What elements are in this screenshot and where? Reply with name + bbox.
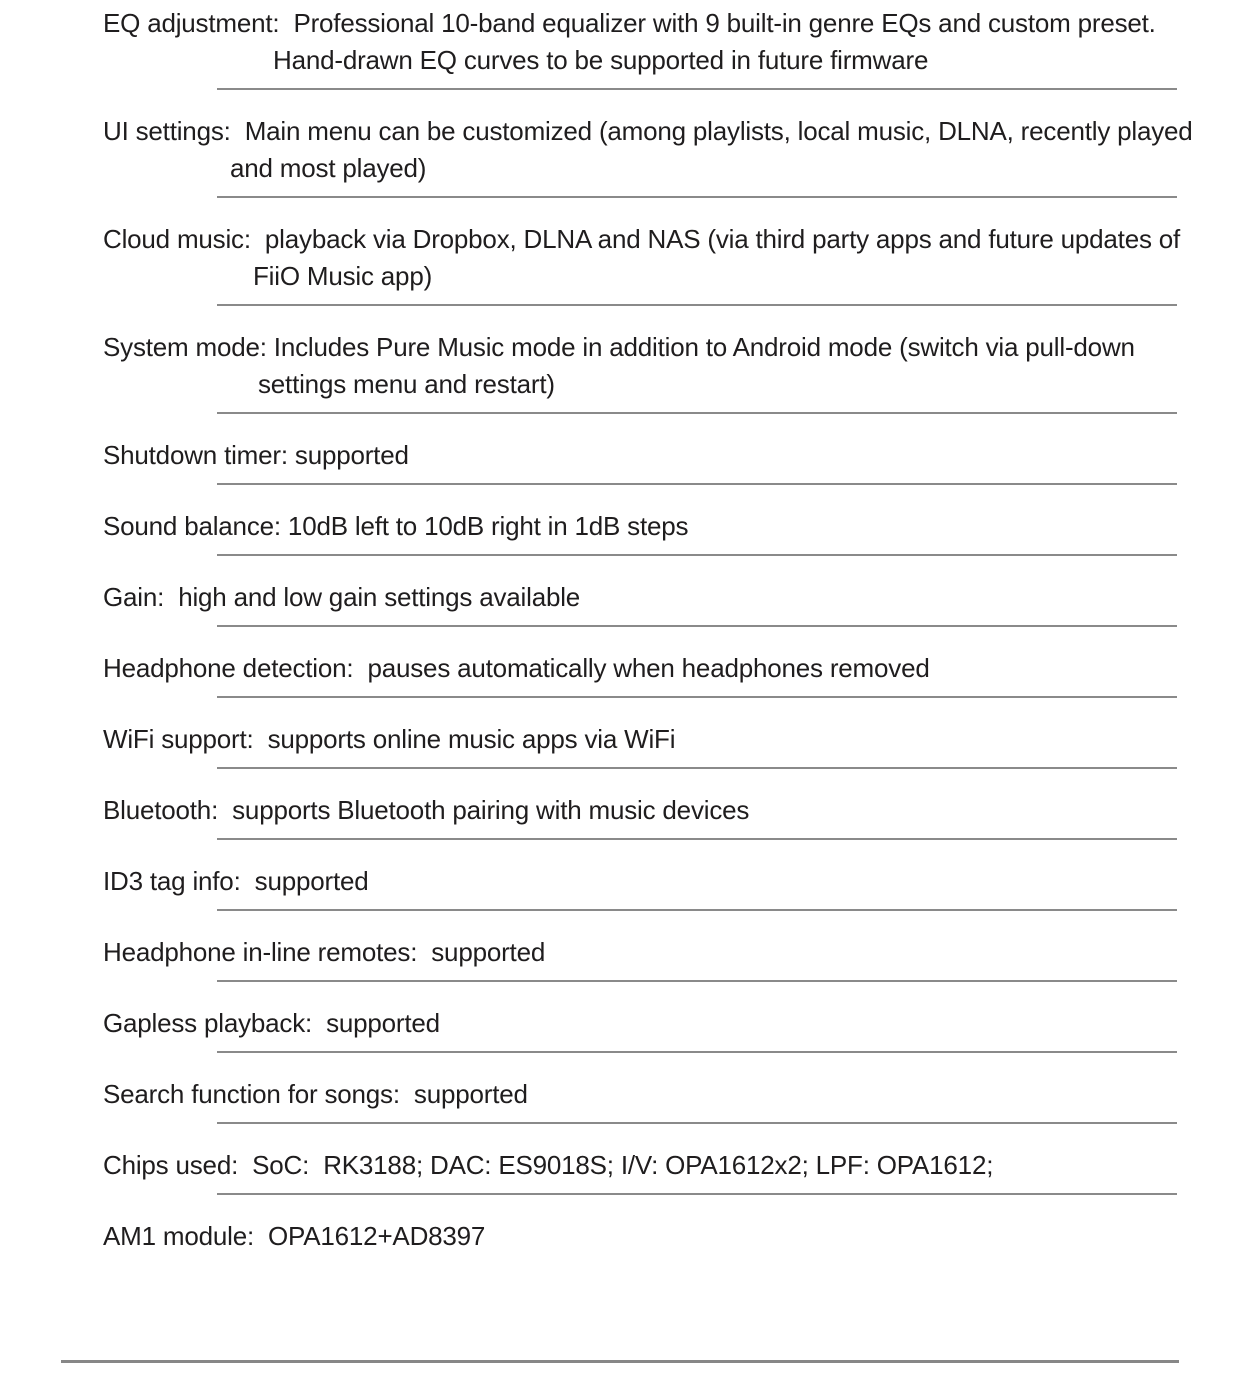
section-divider: [217, 88, 1177, 90]
spec-row-wifi-support: [0, 721, 1240, 758]
spec-line: System mode: Includes Pure Music mode in addition to Android mode (switch via pull-down: [103, 332, 1135, 362]
spec-line: ID3 tag info: supported: [103, 866, 369, 896]
spec-row-eq-adjustment: [0, 5, 1240, 79]
section-divider: [217, 196, 1177, 198]
spec-line: Sound balance: 10dB left to 10dB right in 1dB steps: [103, 511, 689, 541]
section-divider: [217, 838, 1177, 840]
spec-line: Shutdown timer: supported: [103, 440, 409, 470]
section-divider: [217, 625, 1177, 627]
bottom-rule: [61, 1360, 1179, 1363]
spec-line: Headphone in-line remotes: supported: [103, 937, 546, 967]
section-divider: [217, 554, 1177, 556]
section-divider: [217, 980, 1177, 982]
spec-line: Gapless playback: supported: [103, 1008, 440, 1038]
section-divider: [217, 909, 1177, 911]
spec-row-am1-module: [0, 1218, 1240, 1255]
spec-line-continuation: Hand-drawn EQ curves to be supported in future firmware: [273, 45, 929, 75]
spec-line: Cloud music: playback via Dropbox, DLNA and NAS (via third party apps and future updates of: [103, 224, 1181, 254]
spec-row-bluetooth: [0, 792, 1240, 829]
spec-row-cloud-music: [0, 221, 1240, 295]
spec-row-sound-balance: [0, 508, 1240, 545]
section-divider: [217, 1122, 1177, 1124]
section-divider: [217, 767, 1177, 769]
spec-row-ui-settings: [0, 113, 1240, 187]
section-divider: [217, 1051, 1177, 1053]
section-divider: [217, 696, 1177, 698]
spec-row-system-mode: [0, 329, 1240, 403]
section-divider: [217, 483, 1177, 485]
spec-row-search-function: [0, 1076, 1240, 1113]
spec-line: Chips used: SoC: RK3188; DAC: ES9018S; I/V: OPA1612x2; LPF: OPA1612;: [103, 1150, 994, 1180]
spec-line-continuation: and most played): [230, 153, 427, 183]
spec-line: Search function for songs: supported: [103, 1079, 528, 1109]
spec-line: EQ adjustment: Professional 10-band equalizer with 9 built-in genre EQs and custom preset.: [103, 8, 1156, 38]
spec-line-continuation: settings menu and restart): [258, 369, 555, 399]
spec-row-chips-used: [0, 1147, 1240, 1184]
spec-line: UI settings: Main menu can be customized (among playlists, local music, DLNA, recently played: [103, 116, 1193, 146]
spec-line-continuation: FiiO Music app): [253, 261, 433, 291]
spec-row-headphone-inline-remotes: [0, 934, 1240, 971]
spec-line: Gain: high and low gain settings available: [103, 582, 581, 612]
spec-row-gain: [0, 579, 1240, 616]
spec-row-id3-tag-info: [0, 863, 1240, 900]
section-divider: [217, 412, 1177, 414]
spec-row-shutdown-timer: [0, 437, 1240, 474]
spec-row-gapless-playback: [0, 1005, 1240, 1042]
spec-row-headphone-detection: [0, 650, 1240, 687]
section-divider: [217, 304, 1177, 306]
spec-line: WiFi support: supports online music apps via WiFi: [103, 724, 676, 754]
spec-line: AM1 module: OPA1612+AD8397: [103, 1221, 486, 1251]
spec-line: Bluetooth: supports Bluetooth pairing with music devices: [103, 795, 750, 825]
section-divider: [217, 1193, 1177, 1195]
spec-line: Headphone detection: pauses automatically when headphones removed: [103, 653, 930, 683]
